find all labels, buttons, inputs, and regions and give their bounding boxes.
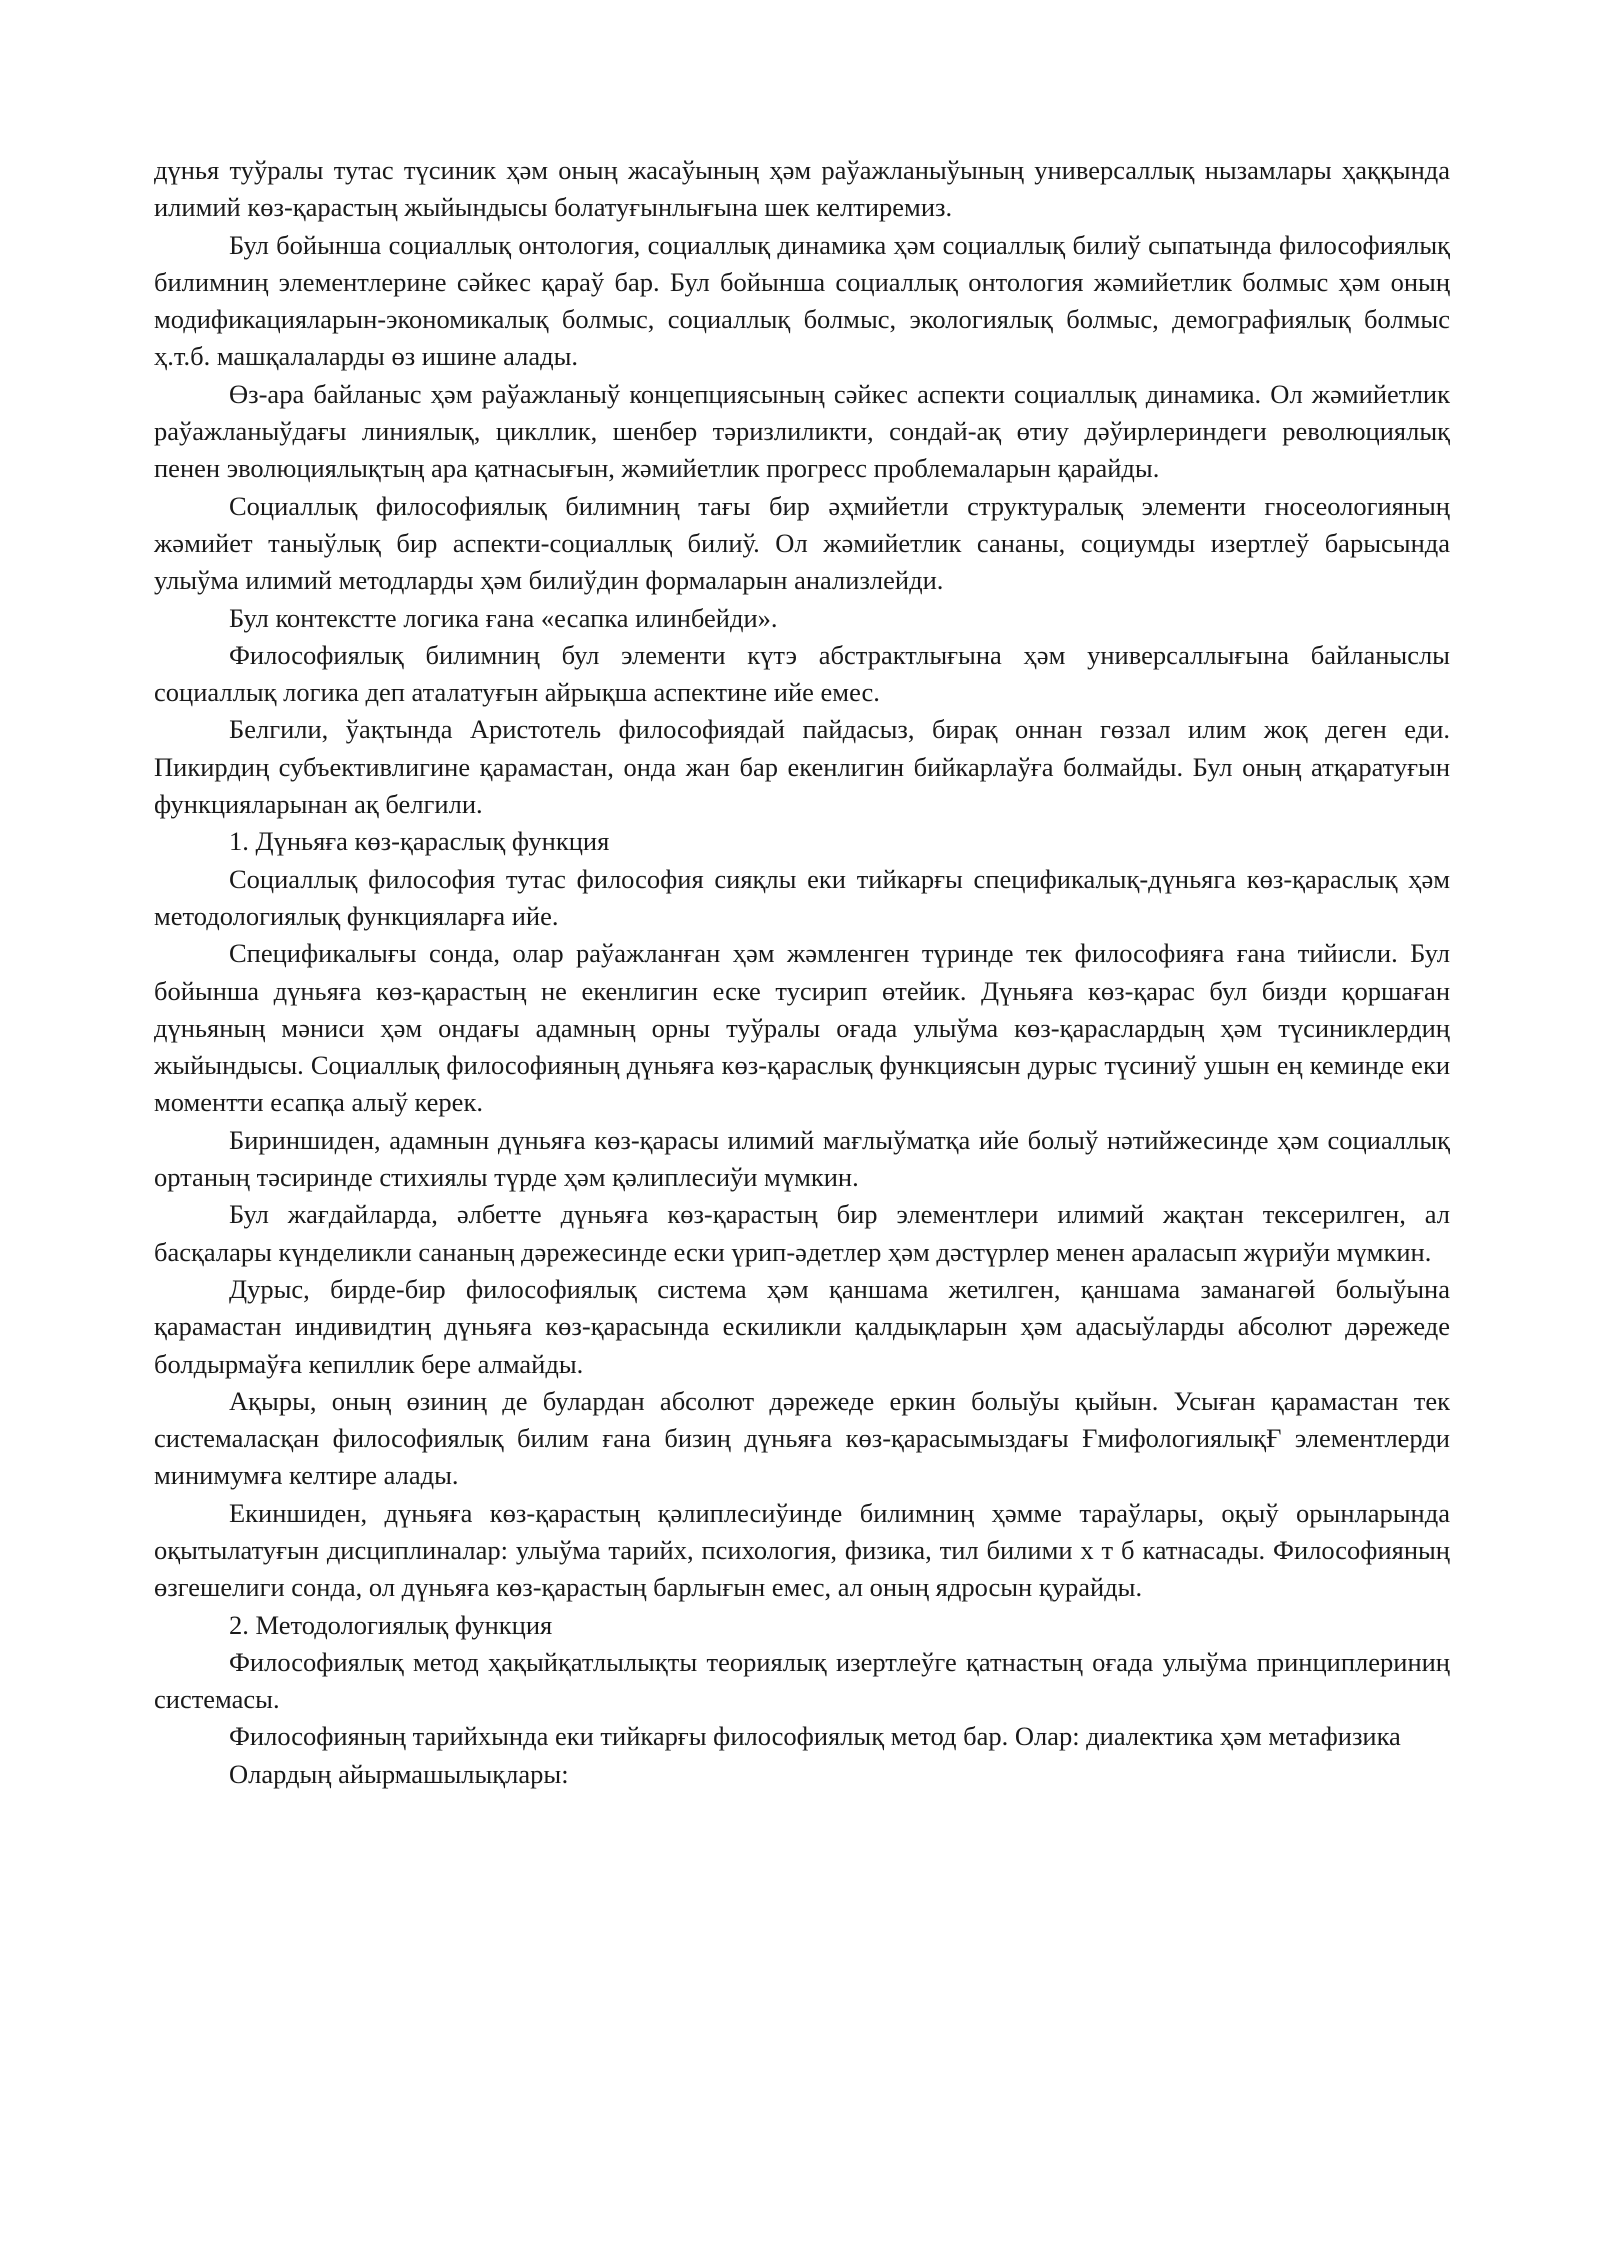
paragraph-philosophical-method: Философиялық метод ҳақыйқатлылықты теориялық изертлеўге қатнастың оғада улыўма принциплериниң системасы. [154, 1646, 1450, 1715]
paragraph-two-functions: Социаллық философия тутас философия сияқлы еки тийкарғы спецификалық-дүньяга көз-қараслық ҳәм методологиялық функцияларға ийе. [154, 863, 1450, 931]
section-heading-worldview-function: 1. Дүньяға көз-қараслық функция [229, 826, 610, 857]
paragraph-firstly: Бириншиден, адамнын дүньяға көз-қарасы илимий мағлыўматқа ийе болыў нәтийжесинде ҳәм социаллық ортаның тәсиринде стихиялы түрде ҳәм қәлиплесиўи мүмкин. [154, 1124, 1450, 1193]
paragraph-secondly: Екиншиден, дүньяға көз-қарастың қәлиплесиўинде билимниң ҳәмме тараўлары, оқыў орынларында оқытылатуғын дисциплиналар: улыўма тарийх, психология, физика, тил билими х т б катнасады. Философияның өзгешелиги сонда, ол дүньяға көз-қарастың барлығын емес, ал оның ядросын қурайды. [154, 1497, 1450, 1603]
paragraph-differences: Олардың айырмашылықлары: [229, 1758, 569, 1789]
paragraph-social-ontology: Бул бойынша социаллық онтология, социаллық динамика ҳәм социаллық билиў сыпатында философиялық билимниң элементлерине сәйкес қараў бар. Бул бойынша социаллық онтология жәмийетлик болмыс ҳәм оның модификацияларын-экономикалық болмыс, социаллық болмыс, экологиялық болмыс, демографиялық болмыс ҳ.т.б. машқалаларды өз ишине алады. [154, 229, 1450, 372]
paragraph-no-system: Дурыс, бирде-бир философиялық система ҳәм қаншама жетилген, қаншама заманагөй болыўына қарамастан индивидтиң дүньяға көз-қарасында ескиликли қалдықларын ҳәм адасыўларды абсолют дәрежеде болдырмаўға кепиллик бере алмайды. [154, 1273, 1450, 1379]
paragraph-aristotle: Белгили, ўақтында Аристотель философиядай пайдасыз, бирақ оннан гөззал илим жоқ деген еди. Пикирдиң субъективлигине қарамастан, онда жан бар екенлигин бийкарлаўға болмайды. Бул оның атқаратуғын функцияларынан ақ белгили. [154, 714, 1450, 820]
paragraph-finally: Ақыры, оның өзиниң де булардан абсолют дәрежеде еркин болыўы қыйын. Усыған қарамастан тек системаласқан философиялық билим ғана бизиң дүньяға көз-қарасымыздағы ҒмифологиялықҒ элементлерди минимумға келтире алады. [154, 1385, 1450, 1491]
document-page [154, 152, 1450, 1793]
paragraph-circumstances: Бул жағдайларда, әлбетте дүньяға көз-қарастың бир элементлери илимий жақтан тексерилген, ал басқалары күнделикли сананың дәрежесинде ески үрип-әдетлер ҳәм дәстүрлер менен араласып жүриўи мүмкин. [154, 1199, 1450, 1267]
section-heading-methodological-function: 2. Методологиялық функция [229, 1609, 553, 1640]
paragraph-continuation: дүнья туўралы тутас түсиник ҳәм оның жасаўының ҳәм раўажланыўының универсаллық нызамлары ҳаққында илимий көз-қарастың жыйындысы болатуғынлығына шек келтиремиз. [154, 155, 1450, 223]
paragraph-two-methods: Философияның тарийхында еки тийкарғы философиялық метод бар. Олар: диалектика ҳәм метафизика [229, 1721, 1401, 1752]
paragraph-social-dynamics: Өз-ара байланыс ҳәм раўажланыў концепциясының сәйкес аспекти социаллық динамика. Ол жәмийетлик раўажланыўдағы линиялық, цикллик, шенбер тәризлиликти, сондай-ақ өтиу дәўирлериндеги революциялық пенен эволюциялықтың ара қатнасығын, жәмийетлик прогресс проблемаларын қарайды. [154, 378, 1450, 484]
paragraph-social-cognition: Социаллық философиялық билимниң тағы бир әҳмийетли структуралық элементи гносеологияның жәмийет таныўлық бир аспекти-социаллық билиў. Ол жәмийетлик сананы, социумды изертлеў барысында улыўма илимий методларды ҳәм билиўдин формаларын анализлейди. [154, 490, 1450, 596]
paragraph-social-logic: Философиялық билимниң бул элементи күтэ абстрактлығына ҳәм универсаллығына байланыслы социаллық логика деп аталатуғын айрықша аспектине ийе емес. [154, 639, 1450, 708]
paragraph-logic-context: Бул контекстте логика ғана «есапка илинбейди». [229, 602, 778, 633]
paragraph-specificity: Спецификалығы сонда, олар раўажланған ҳәм жәмленген түринде тек философияға ғана тийисли. Бул бойынша дүньяға көз-қарастың не екенлигин еске тусирип өтейик. Дүньяға көз-қарас бул бизди қоршаған дүньяның мәниси ҳәм ондағы адамның орны туўралы оғада улыўма көз-қараслардың ҳәм түсиниклердиң жыйындысы. Социаллық философияның дүньяға көз-қараслық функциясын дурыс түсиниў ушын ең кеминде еки моментти есапқа алыў керек. [154, 938, 1450, 1118]
